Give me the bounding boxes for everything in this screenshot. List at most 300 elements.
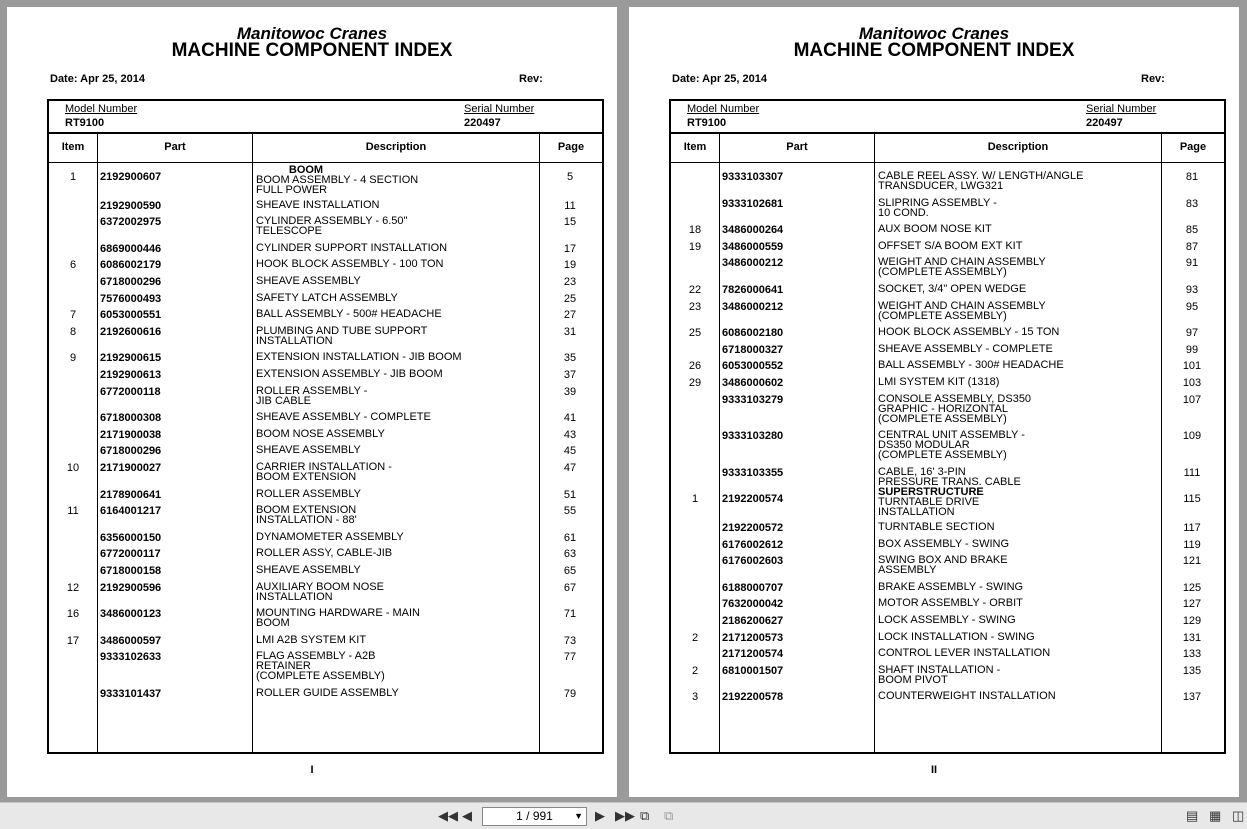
table-row (671, 219, 1224, 235)
item-cell: 25 (688, 327, 702, 340)
last-page-icon[interactable]: ▶▶ (615, 808, 635, 823)
description-line: AUX BOOM NOSE KIT (878, 223, 992, 236)
table-row (671, 534, 1224, 550)
description-cell (256, 352, 536, 362)
part-number-cell: 2171900027 (100, 462, 162, 474)
table-row (671, 686, 1224, 702)
description-cell (256, 651, 536, 681)
part-number-cell: 2171200573 (722, 631, 784, 644)
table-row (671, 577, 1224, 593)
continuous-view-icon[interactable]: ▦ (1209, 808, 1222, 823)
part-number-cell: 3486000597 (100, 634, 162, 647)
description-line: ROLLER GUIDE ASSEMBLY (256, 687, 399, 699)
page-cell: 35 (563, 352, 577, 365)
page-cell: 87 (1185, 240, 1199, 253)
page-number: II (930, 764, 938, 776)
description-line: GRAPHIC - HORIZONTAL (878, 402, 1008, 415)
description-line: CABLE REEL ASSY. W/ LENGTH/ANGLE (878, 170, 1084, 182)
column-header-page: Page (1179, 141, 1207, 153)
page-cell: 115 (1183, 493, 1201, 506)
part-number-cell: 7826000641 (722, 284, 784, 296)
table-row (671, 322, 1224, 338)
item-cell: 1 (69, 171, 77, 183)
description-cell (878, 257, 1158, 277)
part-number-cell: 2186200627 (722, 615, 784, 627)
description-line: INSTALLATION - 88' (256, 514, 357, 527)
page-cell: 111 (1183, 466, 1201, 479)
table-row (671, 610, 1224, 626)
part-number-cell: 2192900613 (100, 369, 162, 381)
page-cell: 131 (1182, 631, 1202, 644)
item-cell: 11 (67, 505, 79, 518)
part-number-cell: 6718000327 (722, 343, 784, 356)
part-number-cell: 9333103279 (722, 393, 784, 406)
table-row (671, 252, 1224, 278)
part-number-cell: 9333101437 (100, 688, 162, 700)
description-cell (878, 632, 1158, 642)
table-row (49, 347, 602, 363)
part-number-cell: 9333103355 (722, 466, 784, 479)
table-row (671, 660, 1224, 686)
table-row (671, 296, 1224, 322)
table-row (49, 364, 602, 380)
part-number-cell: 6772000118 (100, 385, 161, 398)
section-heading: BOOM (288, 164, 324, 176)
part-number-cell: 2192900607 (100, 171, 162, 183)
table-row (49, 646, 602, 682)
description-line: EXTENSION ASSEMBLY - JIB BOOM (256, 368, 443, 380)
part-number-cell: 2192600616 (100, 325, 162, 338)
page-cell: 17 (563, 242, 577, 255)
description-cell (256, 293, 536, 303)
page-cell: 15 (563, 216, 577, 229)
viewer-toolbar (0, 802, 1247, 829)
description-line: ROLLER ASSEMBLY - (256, 384, 368, 397)
table-row (671, 627, 1224, 643)
description-cell (878, 344, 1158, 354)
item-cell: 3 (691, 691, 699, 704)
table-row (49, 560, 602, 576)
description-cell (878, 615, 1158, 625)
page-cell: 119 (1183, 538, 1201, 551)
table-row (49, 407, 602, 423)
item-cell: 16 (66, 608, 80, 621)
item-cell: 8 (69, 325, 77, 338)
divider (671, 162, 1224, 163)
page-cell: 19 (563, 259, 577, 272)
item-cell: 22 (688, 284, 702, 296)
item-cell: 2 (691, 631, 699, 644)
index-table (47, 99, 604, 754)
description-line: JIB CABLE (256, 394, 312, 407)
part-number-cell: 6176002603 (722, 555, 784, 568)
description-line: TURNTABLE SECTION (878, 521, 995, 533)
page-cell: 121 (1182, 555, 1202, 568)
page-cell: 91 (1185, 257, 1199, 270)
description-cell (878, 539, 1158, 549)
item-cell: 23 (688, 300, 702, 313)
page-cell: 61 (563, 531, 577, 544)
item-cell: 29 (688, 377, 702, 389)
description-cell (256, 582, 536, 602)
table-row (671, 193, 1224, 219)
part-number-cell: 3486000264 (722, 224, 784, 237)
description-line: DYNAMOMETER ASSEMBLY (256, 530, 404, 543)
page-cell: 73 (563, 634, 577, 647)
description-line: COUNTERWEIGHT INSTALLATION (878, 690, 1056, 703)
page-cell: 137 (1182, 691, 1202, 704)
description-line: LOCK INSTALLATION - SWING (878, 630, 1035, 643)
description-line: SHEAVE ASSEMBLY - COMPLETE (256, 411, 431, 424)
description-cell (256, 165, 536, 195)
description-cell (878, 582, 1158, 592)
description-line: DS350 MODULAR (878, 439, 970, 452)
page-cell: 25 (563, 292, 577, 305)
part-number-cell: 6372002975 (100, 216, 162, 229)
page-cell: 83 (1185, 197, 1199, 210)
description-cell (878, 598, 1158, 608)
table-row (49, 238, 602, 254)
column-header-item: Item (61, 141, 85, 153)
table-row (671, 550, 1224, 576)
serial-number-label: Serial Number (1086, 103, 1157, 115)
column-header-description: Description (365, 141, 427, 153)
page-cell: 135 (1182, 664, 1202, 677)
description-line: SHEAVE ASSEMBLY (256, 275, 361, 287)
column-header-item: Item (683, 141, 707, 153)
part-number-cell: 2192200572 (722, 522, 784, 534)
description-cell (256, 259, 536, 269)
section-heading: SUPERSTRUCTURE (878, 486, 984, 499)
table-row (49, 321, 602, 347)
table-row (671, 517, 1224, 533)
description-line: BOOM ASSEMBLY - 4 SECTION (256, 174, 419, 186)
table-row (671, 593, 1224, 609)
index-page-right (629, 7, 1239, 797)
description-line: CYLINDER SUPPORT INSTALLATION (256, 241, 448, 254)
table-row (49, 211, 602, 237)
description-cell (256, 489, 536, 499)
divider (49, 162, 602, 163)
description-line: FULL POWER (256, 184, 328, 196)
company-name: Manitowoc Cranes (858, 24, 1010, 43)
page-cell: 125 (1182, 581, 1202, 594)
description-line: TRANSDUCER, LWG321 (878, 180, 1004, 192)
part-number-cell: 2192200574 (722, 493, 784, 506)
next-page-icon[interactable]: ▶ (595, 808, 605, 823)
model-number-label: Model Number (687, 103, 760, 115)
table-row (49, 543, 602, 559)
description-line: BALL ASSEMBLY - 300# HEADACHE (878, 359, 1064, 372)
column-header-page: Page (557, 141, 585, 153)
description-cell (878, 648, 1158, 658)
item-cell: 1 (691, 493, 699, 506)
item-cell: 26 (688, 360, 702, 373)
description-cell (878, 394, 1158, 424)
index-table (669, 99, 1226, 754)
part-number-cell: 3486000123 (100, 608, 162, 621)
page-number: I (310, 764, 314, 776)
description-cell (256, 412, 536, 422)
part-number-cell: 6176002612 (722, 538, 784, 551)
description-cell (878, 467, 1158, 487)
description-cell (878, 522, 1158, 532)
description-line: WEIGHT AND CHAIN ASSEMBLY (878, 256, 1046, 269)
description-cell (878, 327, 1158, 337)
part-number-cell: 7632000042 (722, 598, 784, 611)
description-line: FLAG ASSEMBLY - A2B (256, 650, 376, 663)
description-cell (256, 548, 536, 558)
page-cell: 39 (563, 385, 577, 398)
description-cell (878, 665, 1158, 685)
item-cell: 7 (69, 309, 77, 322)
table-row (49, 195, 602, 211)
part-number-cell: 6086002179 (100, 259, 162, 272)
description-line: (COMPLETE ASSEMBLY) (878, 309, 1007, 322)
description-line: SHEAVE INSTALLATION (256, 198, 380, 211)
table-row (671, 486, 1224, 519)
page-cell: 95 (1185, 300, 1199, 313)
part-number-cell: 6718000296 (100, 276, 162, 288)
back-view-icon[interactable]: ⧉ (640, 808, 650, 823)
description-cell (256, 276, 536, 286)
description-line: CONTROL LEVER INSTALLATION (878, 647, 1051, 660)
model-number-value: RT9100 (65, 117, 105, 129)
divider (671, 132, 1224, 134)
description-line: WEIGHT AND CHAIN ASSEMBLY (878, 299, 1046, 312)
page-cell: 117 (1183, 522, 1201, 534)
description-cell (878, 198, 1158, 218)
table-row (49, 288, 602, 304)
document-title: MACHINE COMPONENT INDEX (793, 40, 1075, 61)
two-page-view-icon[interactable]: ◫ (1232, 808, 1245, 823)
description-line: (COMPLETE ASSEMBLY) (878, 266, 1007, 279)
description-cell (878, 377, 1158, 387)
description-line: INSTALLATION (878, 506, 955, 519)
table-row (49, 500, 602, 526)
table-row (671, 643, 1224, 659)
description-cell (256, 532, 536, 542)
part-number-cell: 3486000212 (722, 257, 784, 270)
description-line: (COMPLETE ASSEMBLY) (878, 449, 1007, 462)
part-number-cell: 6053000552 (722, 360, 784, 373)
description-line: SHEAVE ASSEMBLY - COMPLETE (878, 342, 1053, 355)
page-cell: 11 (564, 199, 576, 212)
page-cell: 45 (563, 445, 577, 458)
page-cell: 93 (1185, 284, 1199, 296)
table-row (49, 527, 602, 543)
part-number-cell: 6356000150 (100, 531, 162, 544)
model-number-label: Model Number (65, 103, 138, 115)
company-name: Manitowoc Cranes (236, 24, 388, 43)
table-row (49, 254, 602, 270)
description-cell (256, 216, 536, 236)
description-line: BOOM PIVOT (878, 673, 948, 686)
description-cell (256, 445, 536, 455)
page-cell: 65 (563, 565, 577, 577)
page-cell: 23 (563, 276, 577, 288)
item-cell: 18 (688, 224, 702, 237)
description-line: ROLLER ASSY, CABLE-JIB (256, 547, 393, 560)
part-number-cell: 2192200578 (722, 691, 784, 704)
part-number-cell: 6164001217 (100, 505, 162, 518)
item-cell: 6 (69, 259, 77, 272)
description-line: SHEAVE ASSEMBLY (256, 564, 361, 576)
part-number-cell: 3486000602 (722, 377, 784, 389)
document-title: MACHINE COMPONENT INDEX (171, 40, 453, 61)
description-line: SWING BOX AND BRAKE (878, 554, 1008, 567)
part-number-cell: 2192900596 (100, 581, 162, 594)
table-row (49, 630, 602, 646)
part-number-cell: 6188000707 (722, 581, 784, 594)
description-line: TELESCOPE (256, 225, 323, 238)
item-cell: 12 (66, 581, 80, 594)
description-cell (256, 243, 536, 253)
page-cell: 55 (563, 505, 577, 518)
part-number-cell: 7576000493 (100, 292, 162, 305)
page-cell: 133 (1182, 648, 1202, 661)
table-row (49, 304, 602, 320)
description-line: BOOM NOSE ASSEMBLY (256, 427, 385, 440)
description-line: AUXILIARY BOOM NOSE (256, 580, 384, 593)
page-cell: 79 (563, 688, 577, 700)
description-cell (878, 171, 1158, 191)
part-number-cell: 6718000158 (100, 565, 162, 577)
description-cell (878, 301, 1158, 321)
page-cell: 77 (563, 651, 577, 664)
description-line: CYLINDER ASSEMBLY - 6.50" (256, 215, 408, 228)
page-cell: 109 (1182, 430, 1202, 443)
description-line: BOOM (256, 617, 290, 630)
description-line: LOCK ASSEMBLY - SWING (878, 614, 1016, 626)
item-cell: 19 (688, 240, 702, 253)
description-line: (COMPLETE ASSEMBLY) (256, 670, 385, 683)
table-row (49, 424, 602, 440)
page-cell: 47 (563, 462, 577, 474)
table-row (671, 339, 1224, 355)
rev-label: Rev: (1141, 73, 1165, 85)
table-row (49, 577, 602, 603)
part-number-cell: 6053000551 (100, 309, 162, 322)
page-cell: 129 (1182, 615, 1202, 627)
description-cell (256, 200, 536, 210)
part-number-cell: 6869000446 (100, 242, 162, 255)
page-selector[interactable] (482, 807, 587, 826)
description-line: OFFSET S/A BOOM EXT KIT (878, 239, 1023, 252)
item-cell: 17 (66, 634, 80, 647)
item-cell: 10 (66, 462, 80, 474)
page-cell: 27 (563, 309, 577, 322)
page-cell: 85 (1185, 224, 1199, 237)
description-line: SHAFT INSTALLATION - (878, 663, 1001, 676)
description-line: (COMPLETE ASSEMBLY) (878, 412, 1007, 425)
description-line: CENTRAL UNIT ASSEMBLY - (878, 429, 1025, 442)
description-cell (256, 386, 536, 406)
part-number-cell: 6810001507 (722, 664, 784, 677)
description-line: TURNTABLE DRIVE (878, 496, 980, 509)
page-cell: 5 (566, 171, 574, 183)
part-number-cell: 6718000296 (100, 445, 162, 458)
page-cell: 101 (1182, 360, 1202, 373)
description-line: SHEAVE ASSEMBLY (256, 444, 361, 457)
description-line: INSTALLATION (256, 590, 333, 603)
description-cell (256, 505, 536, 525)
part-number-cell: 2192900615 (100, 352, 162, 365)
table-row (49, 271, 602, 287)
page-cell: 99 (1185, 343, 1199, 356)
chevron-down-icon: ▼ (574, 811, 583, 821)
description-cell (878, 691, 1158, 701)
description-cell (878, 241, 1158, 251)
single-page-view-icon[interactable]: ▤ (1186, 808, 1199, 823)
page-cell: 103 (1182, 377, 1202, 389)
description-line: MOUNTING HARDWARE - MAIN (256, 607, 420, 620)
description-line: ASSEMBLY (878, 564, 937, 577)
page-cell: 67 (563, 581, 577, 594)
description-cell (878, 555, 1158, 575)
description-line: SAFETY LATCH ASSEMBLY (256, 291, 398, 304)
table-row (671, 389, 1224, 425)
model-number-value: RT9100 (687, 117, 727, 129)
description-cell (256, 369, 536, 379)
description-cell (878, 224, 1158, 234)
table-row (671, 166, 1224, 192)
part-number-cell: 2178900641 (100, 488, 162, 501)
table-row (671, 355, 1224, 371)
part-number-cell: 2171200574 (722, 648, 784, 661)
description-cell (256, 565, 536, 575)
description-cell (256, 326, 536, 346)
description-line: ROLLER ASSEMBLY (256, 487, 361, 500)
page-cell: 71 (563, 608, 577, 621)
description-line: BRAKE ASSEMBLY - SWING (878, 580, 1024, 593)
table-row (49, 440, 602, 456)
index-page-left (7, 7, 617, 797)
description-line: HOOK BLOCK ASSEMBLY - 100 TON (256, 258, 444, 271)
table-row (671, 372, 1224, 388)
page-cell: 51 (563, 488, 577, 501)
rev-label: Rev: (519, 73, 543, 85)
table-row (49, 166, 602, 194)
description-cell (878, 284, 1158, 294)
description-line: HOOK BLOCK ASSEMBLY - 15 TON (878, 326, 1060, 339)
description-line: RETAINER (256, 660, 311, 673)
date-label: Date: Apr 25, 2014 (672, 73, 767, 85)
previous-page-icon[interactable]: ◀ (462, 808, 472, 823)
page-cell: 41 (563, 412, 577, 425)
page-cell: 31 (563, 325, 577, 338)
column-header-part: Part (786, 141, 808, 153)
description-line: 10 COND. (878, 206, 929, 219)
table-row (49, 683, 602, 699)
part-number-cell: 9333102681 (722, 197, 784, 210)
description-line: PLUMBING AND TUBE SUPPORT (256, 324, 428, 337)
description-line: SLIPRING ASSEMBLY - (878, 196, 997, 209)
table-row (49, 603, 602, 629)
part-number-cell: 9333102633 (100, 651, 162, 664)
date-label: Date: Apr 25, 2014 (50, 73, 145, 85)
serial-number-label: Serial Number (464, 103, 535, 115)
forward-view-icon[interactable]: ⧉ (664, 808, 674, 823)
table-row (49, 457, 602, 483)
description-cell (256, 309, 536, 319)
column-header-description: Description (987, 141, 1049, 153)
description-cell (256, 608, 536, 628)
description-cell (878, 430, 1158, 460)
first-page-icon[interactable]: ◀◀ (438, 808, 458, 823)
description-line: SOCKET, 3/4" OPEN WEDGE (878, 283, 1027, 295)
description-line: LMI SYSTEM KIT (1318) (878, 376, 1000, 388)
